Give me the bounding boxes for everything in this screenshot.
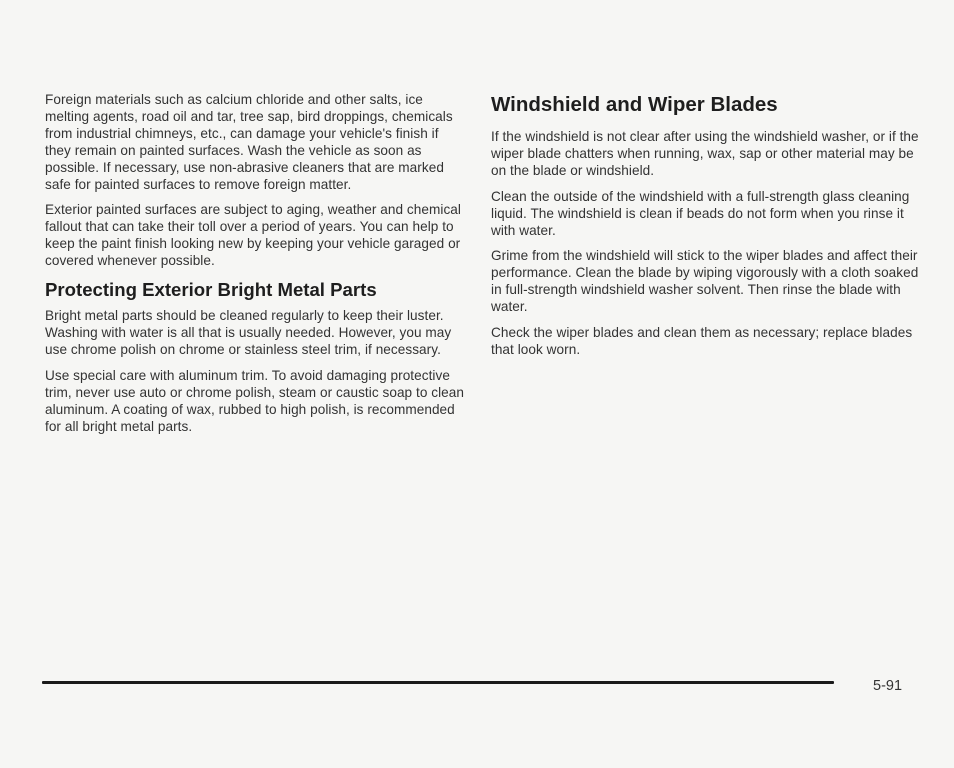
paragraph-check-wipers: Check the wiper blades and clean them as necessary; replace blades that look worn.: [491, 325, 913, 357]
footer-rule: [42, 681, 834, 684]
heading-windshield-wiper-blades: Windshield and Wiper Blades: [491, 93, 778, 116]
page-number: 5-91: [873, 678, 903, 694]
paragraph-windshield-clear: If the windshield is not clear after using the windshield washer, or if the wiper blade chatters when running, wax, sap or other material may be on the blade or windshield.: [491, 129, 919, 178]
paragraph-clean-windshield: Clean the outside of the windshield with a full-strength glass cleaning liquid. The windshield is clean if beads do not form when you rinse it with water.: [491, 188, 910, 238]
left-column: [45, 92, 465, 444]
paragraph-exterior-paint: Exterior painted surfaces are subject to aging, weather and chemical fallout that can take their toll over a period of years. You can help to keep the paint finish looking new by keeping your vehicle garaged or covered whenever possible.: [45, 202, 461, 269]
paragraph-bright-metal: Bright metal parts should be cleaned regularly to keep their luster. Washing with water is all that is usually needed. However, you may use chrome polish on chrome or stainless steel trim, if necessary.: [45, 308, 452, 357]
paragraph-aluminum-trim: Use special care with aluminum trim. To avoid damaging protective trim, never use auto or chrome polish, steam or caustic soap to clean aluminum. A coating of wax, rubbed to high polish, is recommended for all bright metal parts.: [45, 367, 465, 434]
right-column: [491, 93, 921, 368]
paragraph-foreign-materials: Foreign materials such as calcium chloride and other salts, ice melting agents, road oil and tar, tree sap, bird droppings, chemicals from industrial chimneys, etc., can damage your vehicle's finish if they remain on painted surfaces. Wash the vehicle as soon as possible. If necessary, use non-abrasive cleaners that are marked safe for painted surfaces to remove foreign matter.: [45, 92, 453, 192]
paragraph-grime: Grime from the windshield will stick to the wiper blades and affect their performance. Clean the blade by wiping vigorously with a cloth soaked in full-strength windshield washer solvent. Then rinse the blade with water.: [491, 248, 919, 315]
heading-bright-metal-parts: Protecting Exterior Bright Metal Parts: [45, 279, 377, 301]
